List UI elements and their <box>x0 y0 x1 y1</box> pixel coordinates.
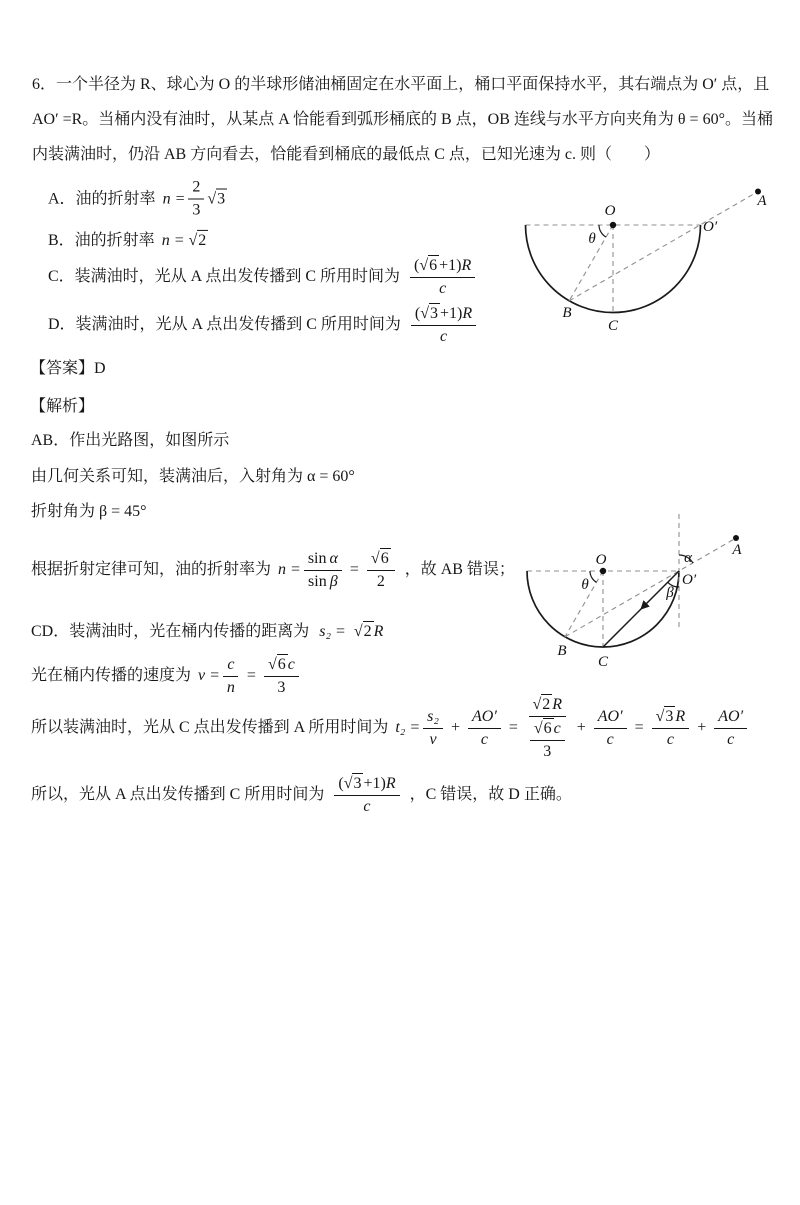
equals-sign: = <box>246 667 256 685</box>
text: 所以，光从 A 点出发传播到 C 所用时间为 <box>31 786 325 804</box>
analysis-line-6 <box>31 654 302 698</box>
fraction-numerator <box>304 549 342 571</box>
radicand: 6 <box>277 656 286 673</box>
label-alpha: α <box>684 550 692 566</box>
radical-sign: √ <box>533 720 543 737</box>
text: ，C 错误，故 D 正确。 <box>409 786 572 804</box>
fraction <box>223 655 239 698</box>
radicand: 2 <box>542 696 551 713</box>
paren-close: +1) <box>363 775 386 792</box>
plus-sign: + <box>450 719 460 737</box>
radical <box>534 718 554 739</box>
variable-R: R <box>675 708 686 725</box>
fraction-numerator <box>529 694 567 717</box>
fraction-denominator: c <box>480 730 488 748</box>
variable-R: R <box>461 257 472 274</box>
fraction-denominator: n <box>226 678 235 696</box>
fraction <box>468 707 501 750</box>
plus-sign: + <box>576 719 586 737</box>
label-theta: θ <box>588 231 596 247</box>
variable-R: R <box>385 775 396 792</box>
radicand: 6 <box>429 257 438 274</box>
fraction-numerator <box>367 548 395 571</box>
sin-fn: sin <box>307 549 327 567</box>
analysis-line-7 <box>31 694 750 762</box>
label-C: C <box>597 654 609 670</box>
radical <box>533 694 553 715</box>
fraction-denominator: c <box>439 280 447 297</box>
fraction-numerator <box>411 303 476 326</box>
fraction-numerator <box>334 773 399 796</box>
option-c-text: C．装满油时，光从 A 点出发传播到 C 所用时间为 <box>48 268 401 286</box>
diagram-barrel-no-oil <box>510 173 776 337</box>
variable-R: R <box>552 696 563 713</box>
option-d <box>48 303 479 347</box>
lead: v = <box>198 667 220 685</box>
radical-sign: √ <box>420 305 430 322</box>
fraction <box>410 255 475 299</box>
analysis-label: 【解析】 <box>30 398 95 415</box>
sight-line-BA <box>565 538 736 637</box>
variable-R: R <box>462 305 473 322</box>
radical-sign: √ <box>370 550 380 567</box>
fraction-denominator: c <box>606 730 614 748</box>
question-line-1: 6．一个半径为 R、球心为 O 的半球形储油桶固定在水平面上，桶口平面保持水平，其右端点为 O′ 点，且 <box>32 76 770 93</box>
fraction-denominator: c <box>666 731 674 748</box>
paren-open: ( <box>414 257 420 274</box>
variable-R: R <box>373 623 384 640</box>
fraction-numerator: AO′ <box>594 707 627 729</box>
fraction-denominator: 3 <box>543 743 552 760</box>
point-O-dot <box>610 222 616 228</box>
fraction-numerator: AO′ <box>468 707 501 729</box>
radical-sign: √ <box>207 190 217 208</box>
beta-var: β <box>329 572 338 590</box>
analysis-line-1: AB．作出光路图，如图所示 <box>31 432 230 449</box>
radical <box>268 654 288 675</box>
radicand: 3 <box>217 190 226 208</box>
sight-line-BA <box>569 192 758 301</box>
fraction <box>188 178 204 221</box>
fraction <box>367 548 395 592</box>
radicand: 2 <box>363 623 372 640</box>
lead: s₂ = <box>319 623 346 640</box>
variable-c: c <box>553 720 561 737</box>
fraction-numerator <box>652 706 690 729</box>
label-beta: β <box>666 585 674 601</box>
radical <box>420 303 440 324</box>
text: 根据折射定律可知，油的折射率为 <box>31 561 272 579</box>
answer-line <box>30 359 106 378</box>
radical <box>344 773 364 794</box>
fraction-denominator <box>304 571 342 592</box>
fraction <box>652 706 690 750</box>
option-a-lead: n = <box>162 190 186 208</box>
lead: n = <box>278 561 301 579</box>
option-d-text: D．装满油时，光从 A 点出发传播到 C 所用时间为 <box>48 316 401 334</box>
question-line-2: AO′ =R。当桶内没有油时，从某点 A 恰能看到弧形桶底的 B 点，OB 连线与水平方向夹角为 θ = 60°。当桶 <box>32 111 773 128</box>
diagram-barrel-with-oil <box>505 505 755 673</box>
label-O-prime: O′ <box>682 572 697 588</box>
variable-c: c <box>287 656 295 673</box>
fraction <box>411 303 476 347</box>
fraction-numerator: s₂ <box>423 707 443 729</box>
analysis-line-2: 由几何关系可知，装满油后，入射角为 α = 60° <box>31 468 355 485</box>
text: ，故 AB 错误； <box>404 561 515 579</box>
text: 所以装满油时，光从 C 点出发传播到 A 所用时间为 <box>31 719 389 737</box>
analysis-line-3: 折射角为 β = 45° <box>31 503 147 520</box>
radicand: 3 <box>430 305 439 322</box>
answer-label: 【答案】 <box>30 360 95 377</box>
answer-value: D <box>94 360 106 377</box>
radicand: 6 <box>380 550 389 567</box>
fraction <box>423 707 443 750</box>
radical-sign: √ <box>532 696 542 713</box>
option-a <box>48 178 227 221</box>
paren-close: +1) <box>439 257 462 274</box>
radical-sign: √ <box>419 257 429 274</box>
paren-open: ( <box>414 305 421 322</box>
label-C: C <box>607 318 619 334</box>
fraction <box>304 549 342 592</box>
analysis-line-4 <box>31 548 515 592</box>
radical <box>354 621 374 641</box>
label-O: O <box>595 552 607 568</box>
fraction-numerator <box>410 255 475 278</box>
fraction-denominator: 3 <box>277 679 286 696</box>
radical <box>371 548 391 569</box>
paren-close: +1) <box>440 305 463 322</box>
radicand: 2 <box>198 231 207 249</box>
label-A: A <box>757 193 767 209</box>
plus-sign: + <box>697 719 707 737</box>
fraction-denominator: v <box>429 730 437 748</box>
question-line-3: 内装满油时，仍沿 AB 方向看去，恰能看到桶底的最低点 C 点，已知光速为 c. 则（ ） <box>32 146 661 163</box>
fraction-denominator <box>526 717 569 762</box>
fraction <box>526 694 569 762</box>
text: CD．装满油时，光在桶内传播的距离为 <box>31 623 310 640</box>
radical <box>419 255 439 276</box>
fraction <box>714 707 747 750</box>
fraction-denominator: 2 <box>376 573 385 590</box>
fraction-numerator: c <box>223 655 238 677</box>
radical-sign: √ <box>655 708 665 725</box>
equals-sign: = <box>634 719 644 737</box>
point-A-dot <box>733 535 739 541</box>
radicand: 6 <box>543 720 552 737</box>
option-c <box>48 255 478 299</box>
fraction-denominator: 3 <box>192 201 201 219</box>
nested-fraction <box>530 718 565 762</box>
radical-sign: √ <box>343 775 353 792</box>
radicand: 3 <box>353 775 362 792</box>
radical <box>188 230 208 250</box>
label-B: B <box>557 643 567 659</box>
option-b-lead: n = <box>161 231 185 249</box>
radical-sign: √ <box>267 656 277 673</box>
option-b <box>48 230 208 250</box>
fraction <box>334 773 399 817</box>
label-theta: θ <box>581 577 589 593</box>
lead: t₂ = <box>395 719 421 737</box>
sin-fn: sin <box>308 572 327 590</box>
fraction-numerator: 2 <box>188 178 204 200</box>
theta-angle-arc <box>599 225 606 237</box>
radical-sign: √ <box>353 623 363 640</box>
label-O-prime: O′ <box>703 219 718 235</box>
radical <box>656 706 676 727</box>
alpha-var: α <box>329 549 338 567</box>
option-b-text: B．油的折射率 <box>48 231 155 249</box>
theta-angle-arc <box>590 571 597 582</box>
fraction-denominator: c <box>363 798 371 815</box>
fraction-numerator <box>530 718 565 741</box>
fraction-numerator: AO′ <box>714 707 747 729</box>
analysis-line-5 <box>31 621 383 641</box>
label-A: A <box>732 542 742 558</box>
equals-sign: = <box>508 719 518 737</box>
radical-sign: √ <box>188 231 198 249</box>
point-O-dot <box>600 568 606 574</box>
label-B: B <box>562 305 572 321</box>
radical <box>207 189 227 209</box>
fraction-denominator: c <box>439 328 448 345</box>
text: 光在桶内传播的速度为 <box>31 667 192 685</box>
option-a-text: A．油的折射率 <box>48 190 156 208</box>
fraction <box>264 654 299 698</box>
fraction-numerator <box>264 654 299 677</box>
paren-open: ( <box>338 775 344 792</box>
equals-sign: = <box>349 561 359 579</box>
analysis-line-8 <box>31 773 572 817</box>
fraction-denominator: c <box>727 730 735 748</box>
fraction <box>594 707 627 750</box>
radicand: 3 <box>665 708 674 725</box>
label-O: O <box>604 203 616 219</box>
